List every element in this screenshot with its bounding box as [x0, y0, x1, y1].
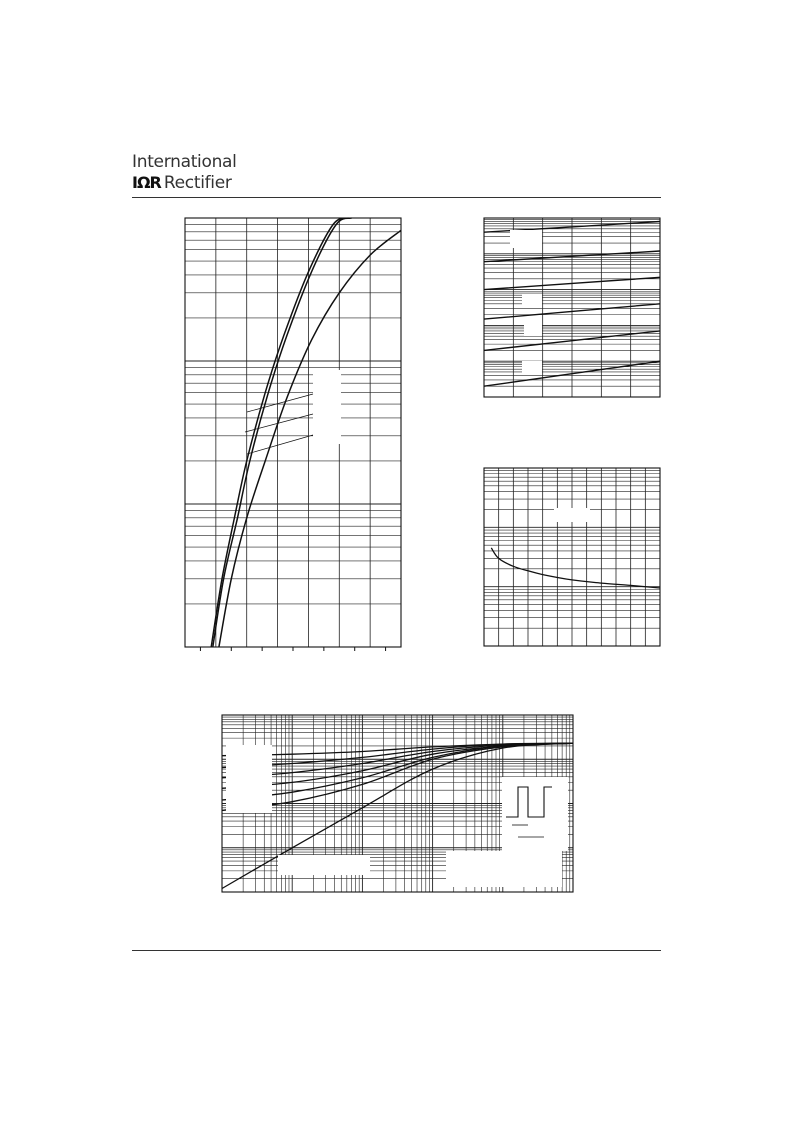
- annotation-label: [554, 508, 590, 522]
- brand-block: [132, 153, 237, 193]
- decay-curve-chart: [484, 468, 660, 646]
- thermal-impedance-chart: [222, 715, 573, 892]
- series-line-2: [222, 743, 573, 767]
- temperature-sweep-chart: [484, 218, 660, 397]
- plot-frame: [185, 218, 401, 647]
- brand-line2: [132, 173, 237, 193]
- annotation-label: [524, 322, 542, 336]
- annotation-label: [502, 777, 568, 851]
- legend-leader-line: [247, 394, 313, 412]
- annotation-label: [522, 294, 542, 308]
- legend-leader-line: [247, 435, 313, 454]
- header-rule: [132, 197, 661, 198]
- brand-name-line1: International: [132, 152, 237, 172]
- legend-leader-line: [245, 414, 313, 432]
- transfer-characteristics-chart: [185, 218, 401, 647]
- brand-name-line2: Rectifier: [163, 173, 232, 193]
- annotation-label: [278, 855, 370, 875]
- series-line-1: [491, 548, 660, 588]
- annotation-label: [522, 361, 542, 375]
- footer-rule: [132, 950, 661, 951]
- ir-logo-icon: IΩR: [132, 173, 161, 192]
- annotation-label: [510, 230, 542, 248]
- annotation-label: [226, 745, 272, 813]
- annotation-label: [313, 370, 341, 444]
- annotation-label: [446, 851, 562, 887]
